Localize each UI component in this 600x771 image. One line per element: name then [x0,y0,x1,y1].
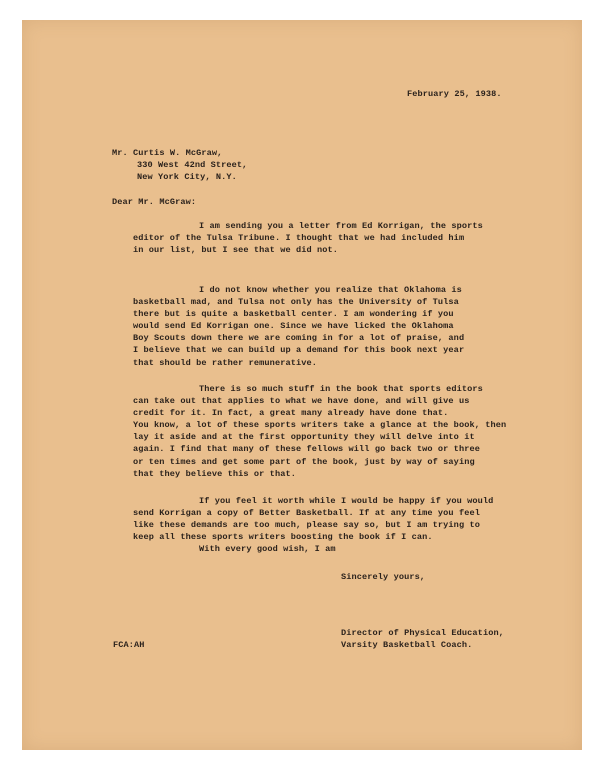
signature-block [341,627,504,651]
body-paragraph-4: If you feel it worth while I would be happy if you would send Korrigan a copy of Better Basketball. If at any time you feel like these demands are too much, please say so, but I am trying to keep all these sports writers boosting the book if I can. [133,496,494,543]
body-paragraph-1: I am sending you a letter from Ed Korrigan, the sports editor of the Tulsa Tribune. I thought that we had included him in our list, but I see that we did not. [133,221,483,256]
recipient-line: 330 West 42nd Street, [137,160,248,171]
salutation: Dear Mr. McGraw: [112,197,197,207]
body-paragraph-3: There is so much stuff in the book that sports editors can take out that applies to what we have done, and will give us credit for it. In fact, a great many already have done that. You know, a lot of these sports writers take a glance at the book, then lay it aside and at the first opportunity they will delve into it again. I find that many of these fellows will go back two or three or ten times and get some part of the book, just by way of saying that they believe this or that. [133,384,507,479]
recipient-line: Mr. Curtis W. McGraw, [112,148,223,158]
signature-line: Varsity Basketball Coach. [341,640,473,651]
letter-date: February 25, 1938. [407,89,502,99]
recipient-line: New York City, N.Y. [137,172,237,183]
recipient-address [112,147,247,183]
body-paragraph-5: With every good wish, I am [199,544,336,554]
typist-initials: FCA:AH [113,640,145,650]
signature-line: Director of Physical Education, [341,628,504,638]
body-paragraph-2: I do not know whether you realize that Oklahoma is basketball mad, and Tulsa not only has the University of Tulsa there but is quite a basketball center. I am wondering if you would send Ed Korrigan one. Since we have licked the Oklahoma Boy Scouts down there we are coming in for a lot of praise, and I believe that we can build up a demand for this book next year that should be rather remunerative. [133,285,465,368]
closing: Sincerely yours, [341,572,426,582]
